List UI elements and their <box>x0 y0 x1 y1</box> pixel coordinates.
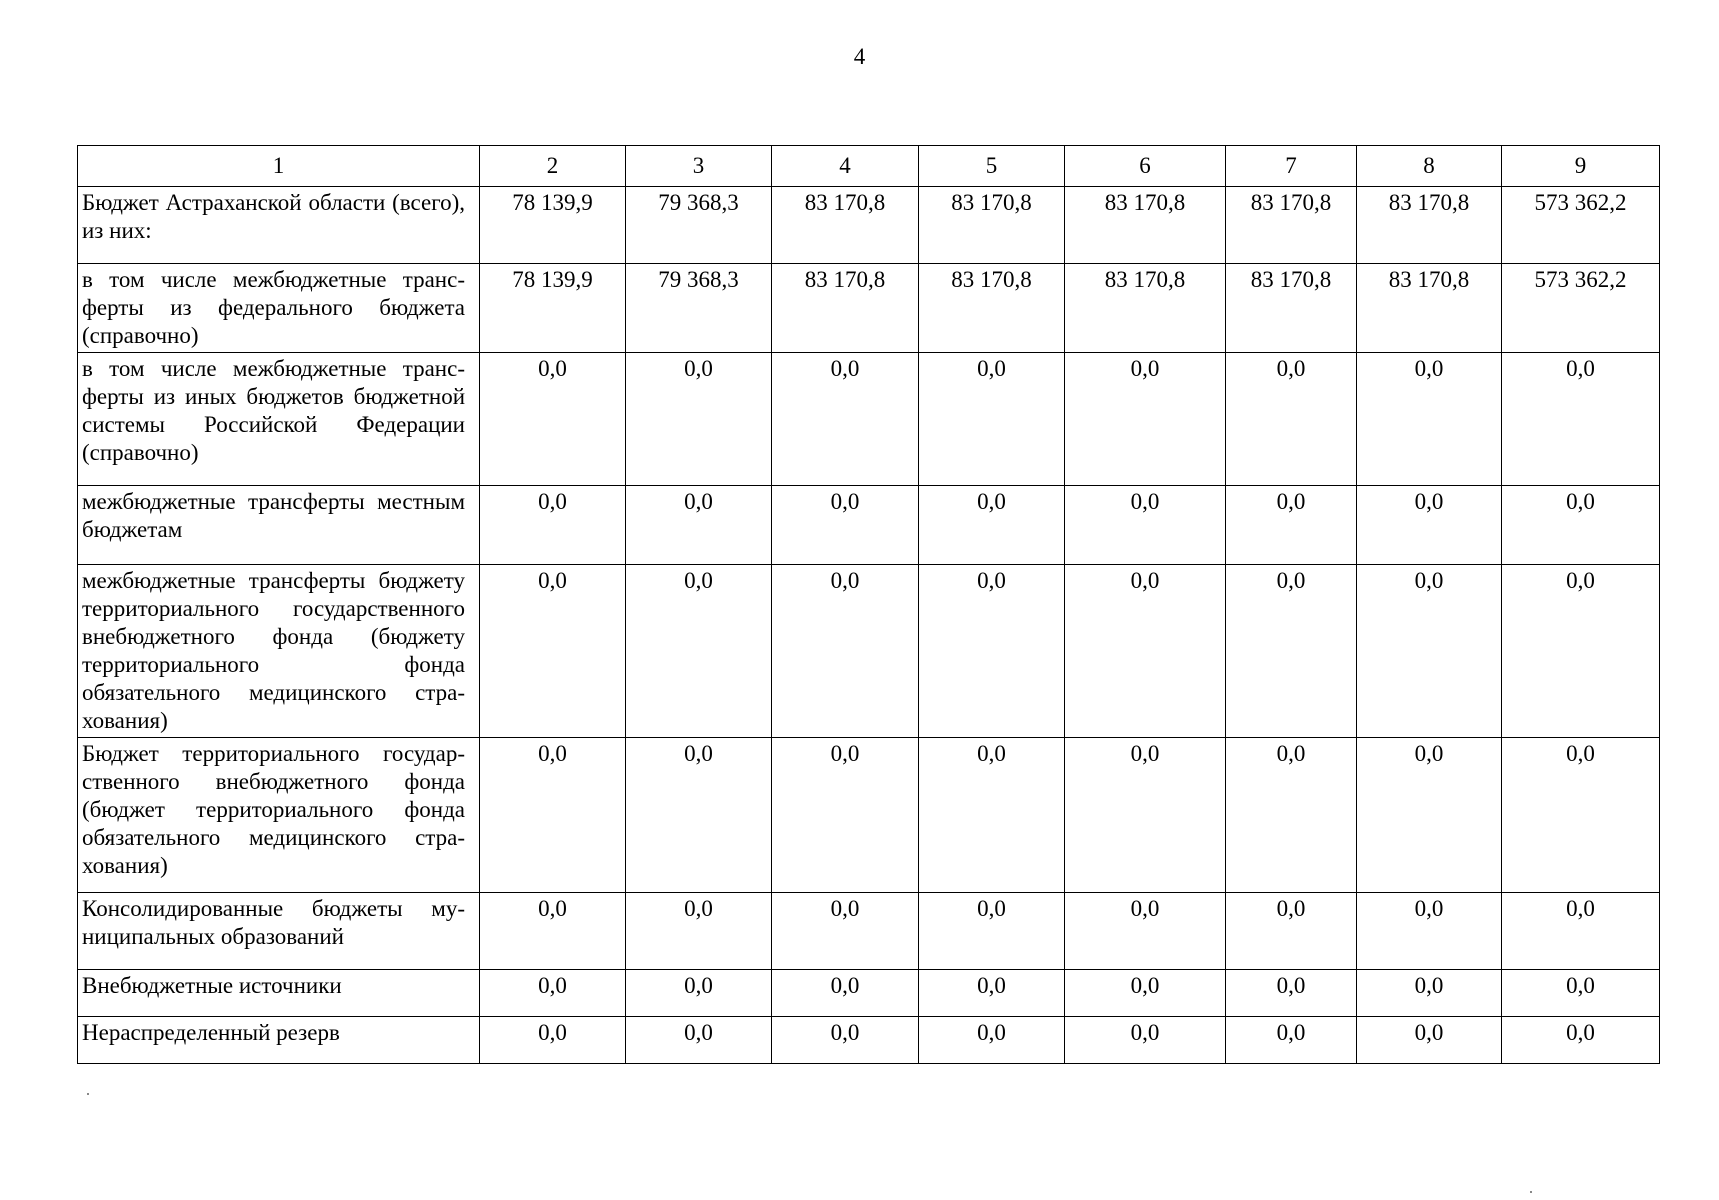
table-cell: 0,0 <box>1357 486 1502 565</box>
table-cell: 0,0 <box>1502 893 1660 970</box>
table-cell: 0,0 <box>772 1017 919 1064</box>
table-cell: 0,0 <box>919 1017 1065 1064</box>
table-cell: 83 170,8 <box>1357 187 1502 264</box>
table-cell: 83 170,8 <box>1065 264 1226 353</box>
table-cell: 0,0 <box>480 893 626 970</box>
table-cell: 78 139,9 <box>480 187 626 264</box>
table-cell: 0,0 <box>1502 738 1660 893</box>
table-cell: 0,0 <box>1226 1017 1357 1064</box>
table-cell: 0,0 <box>1065 565 1226 738</box>
table-cell: 0,0 <box>1065 893 1226 970</box>
table-cell: 0,0 <box>919 565 1065 738</box>
table-row <box>78 565 1660 738</box>
table-cell: 0,0 <box>480 970 626 1017</box>
column-header: 3 <box>626 146 772 187</box>
table-cell: 0,0 <box>1065 1017 1226 1064</box>
table-row <box>78 486 1660 565</box>
table-cell: 0,0 <box>772 486 919 565</box>
table-cell: 0,0 <box>480 486 626 565</box>
table-row <box>78 738 1660 893</box>
column-header: 5 <box>919 146 1065 187</box>
table-cell: 0,0 <box>1226 738 1357 893</box>
table-row <box>78 187 1660 264</box>
table-cell: 0,0 <box>1502 1017 1660 1064</box>
budget-table <box>77 145 1660 1064</box>
table-cell: 0,0 <box>480 1017 626 1064</box>
table-cell: 0,0 <box>1357 738 1502 893</box>
header-row <box>78 146 1660 187</box>
table-cell: 0,0 <box>1357 565 1502 738</box>
table-cell: 83 170,8 <box>919 187 1065 264</box>
row-label: межбюджетные трансферты местным бюджетам <box>78 486 480 565</box>
row-label: Бюджет территориального государственного внебюджетного фонда (бюджет территориального фонда обязательного медицинского страхования) <box>78 738 480 893</box>
row-label: Бюджет Астраханской области (всего), из них: <box>78 187 480 264</box>
table-cell: 0,0 <box>480 565 626 738</box>
table-cell: 0,0 <box>1065 353 1226 486</box>
table-cell: 0,0 <box>919 353 1065 486</box>
row-label: Нераспределенный резерв <box>78 1017 480 1064</box>
table-cell: 0,0 <box>1226 486 1357 565</box>
table-cell: 0,0 <box>1502 353 1660 486</box>
table-cell: 573 362,2 <box>1502 264 1660 353</box>
table-cell: 0,0 <box>1065 970 1226 1017</box>
table-cell: 0,0 <box>480 738 626 893</box>
column-header: 8 <box>1357 146 1502 187</box>
page-number: 4 <box>853 44 866 69</box>
table-cell: 0,0 <box>1226 353 1357 486</box>
table-cell: 0,0 <box>1065 738 1226 893</box>
table-cell: 0,0 <box>1065 486 1226 565</box>
table-cell: 83 170,8 <box>772 187 919 264</box>
table-cell: 0,0 <box>626 1017 772 1064</box>
table-cell: 0,0 <box>772 893 919 970</box>
table-cell: 0,0 <box>919 738 1065 893</box>
table-row <box>78 970 1660 1017</box>
table-cell: 0,0 <box>919 970 1065 1017</box>
table-cell: 573 362,2 <box>1502 187 1660 264</box>
table-cell: 83 170,8 <box>919 264 1065 353</box>
table-cell: 0,0 <box>772 565 919 738</box>
scan-speck <box>1530 1191 1532 1193</box>
table-row <box>78 893 1660 970</box>
scan-speck <box>87 1093 89 1095</box>
table-cell: 0,0 <box>772 970 919 1017</box>
table-cell: 0,0 <box>1502 486 1660 565</box>
table-cell: 0,0 <box>626 486 772 565</box>
table-cell: 0,0 <box>1226 565 1357 738</box>
row-label: Консолидированные бюджеты муниципальных образований <box>78 893 480 970</box>
table-cell: 0,0 <box>626 970 772 1017</box>
table-cell: 83 170,8 <box>1357 264 1502 353</box>
table-row <box>78 353 1660 486</box>
table-cell: 83 170,8 <box>772 264 919 353</box>
table-cell: 0,0 <box>1357 893 1502 970</box>
column-header: 9 <box>1502 146 1660 187</box>
table-cell: 0,0 <box>480 353 626 486</box>
table-cell: 83 170,8 <box>1226 264 1357 353</box>
row-label: межбюджетные трансферты бюджету территориального государственного внебюджетного фонда (бюджету территориального фонда обязательного медицинского страхования) <box>78 565 480 738</box>
table-cell: 0,0 <box>1226 970 1357 1017</box>
table-cell: 0,0 <box>1226 893 1357 970</box>
table-row <box>78 264 1660 353</box>
table-cell: 0,0 <box>626 738 772 893</box>
row-label: в том числе межбюджетные трансферты из иных бюджетов бюджетной системы Российской Федерации (справочно) <box>78 353 480 486</box>
row-label: Внебюджетные источники <box>78 970 480 1017</box>
table-cell: 0,0 <box>1502 565 1660 738</box>
table-cell: 0,0 <box>1502 970 1660 1017</box>
table-cell: 0,0 <box>626 893 772 970</box>
table-row <box>78 1017 1660 1064</box>
table-cell: 79 368,3 <box>626 187 772 264</box>
column-header: 6 <box>1065 146 1226 187</box>
table-cell: 0,0 <box>772 738 919 893</box>
table-cell: 0,0 <box>1357 970 1502 1017</box>
table-cell: 0,0 <box>626 565 772 738</box>
table-cell: 0,0 <box>919 486 1065 565</box>
table-cell: 0,0 <box>1357 353 1502 486</box>
table-cell: 0,0 <box>1357 1017 1502 1064</box>
column-header: 2 <box>480 146 626 187</box>
table-cell: 79 368,3 <box>626 264 772 353</box>
table-cell: 0,0 <box>772 353 919 486</box>
table-cell: 83 170,8 <box>1226 187 1357 264</box>
column-header: 4 <box>772 146 919 187</box>
table-cell: 0,0 <box>626 353 772 486</box>
column-header: 7 <box>1226 146 1357 187</box>
table-cell: 0,0 <box>919 893 1065 970</box>
row-label: в том числе межбюджетные трансферты из федерального бюджета (справочно) <box>78 264 480 353</box>
table-cell: 78 139,9 <box>480 264 626 353</box>
table-cell: 83 170,8 <box>1065 187 1226 264</box>
column-header: 1 <box>78 146 480 187</box>
